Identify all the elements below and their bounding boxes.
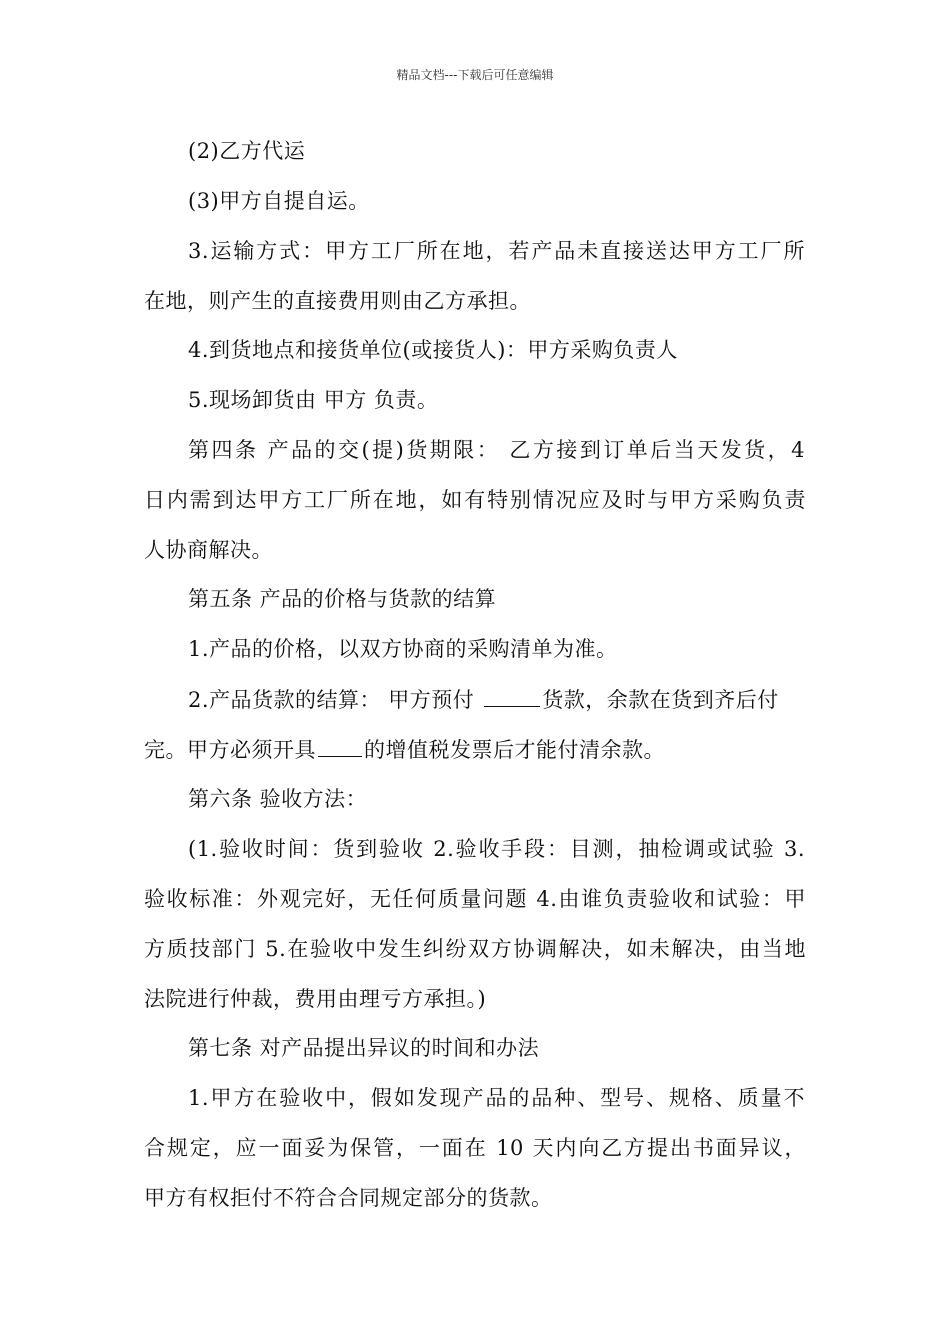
paragraph-line: 4.到货地点和接货单位(或接货人)：甲方采购负责人 [188, 338, 678, 362]
paragraph-line [188, 684, 779, 715]
paragraph-line: 5.现场卸货由 甲方 负责。 [188, 388, 439, 412]
page-header: 精品文档---下载后可任意编辑 [396, 68, 554, 82]
paragraph-line: 在地，则产生的直接费用则由乙方承担。 [144, 289, 531, 313]
section-heading: 第五条 产品的价格与货款的结算 [188, 587, 497, 611]
fill-in-blank [318, 734, 362, 757]
paragraph-line: 合规定，应一面妥为保管，一面在 10 天内向乙方提出书面异议， [144, 1136, 806, 1160]
paragraph-line: 甲方有权拒付不符合合同规定部分的货款。 [144, 1186, 553, 1210]
paragraph-line: (1.验收时间：货到验收 2.验收手段：目测，抽检调或试验 3. [188, 837, 805, 861]
line-text: 货款，余款在货到齐后付 [542, 688, 779, 712]
line-text: 完。甲方必须开具 [144, 738, 316, 762]
paragraph-line: (3)甲方自提自运。 [188, 189, 370, 213]
paragraph-line: 法院进行仲裁，费用由理亏方承担。) [144, 987, 487, 1011]
line-text: 2.产品货款的结算： 甲方预付 [188, 688, 475, 712]
paragraph-line [144, 734, 665, 765]
paragraph-line: 日内需到达甲方工厂所在地，如有特别情况应及时与甲方采购负责 [144, 488, 806, 512]
line-text: 的增值税发票后才能付清余款。 [364, 738, 665, 762]
paragraph-line: 1.甲方在验收中，假如发现产品的品种、型号、规格、质量不 [188, 1086, 805, 1110]
paragraph-line: 人协商解决。 [144, 538, 273, 562]
paragraph-line: 1.产品的价格，以双方协商的采购清单为准。 [188, 637, 618, 661]
section-heading: 第七条 对产品提出异议的时间和办法 [188, 1036, 540, 1060]
section-heading: 第六条 验收方法： [188, 787, 368, 811]
paragraph-line: 3.运输方式：甲方工厂所在地，若产品未直接送达甲方工厂所 [188, 239, 805, 263]
fill-in-blank [484, 684, 540, 707]
paragraph-line: (2)乙方代运 [188, 139, 306, 163]
paragraph-line: 方质技部门 5.在验收中发生纠纷双方协调解决，如未解决，由当地 [144, 937, 806, 961]
paragraph-line: 第四条 产品的交(提)货期限： 乙方接到订单后当天发货，4 [188, 438, 805, 462]
paragraph-line: 验收标准：外观完好，无任何质量问题 4.由谁负责验收和试验：甲 [144, 887, 806, 911]
